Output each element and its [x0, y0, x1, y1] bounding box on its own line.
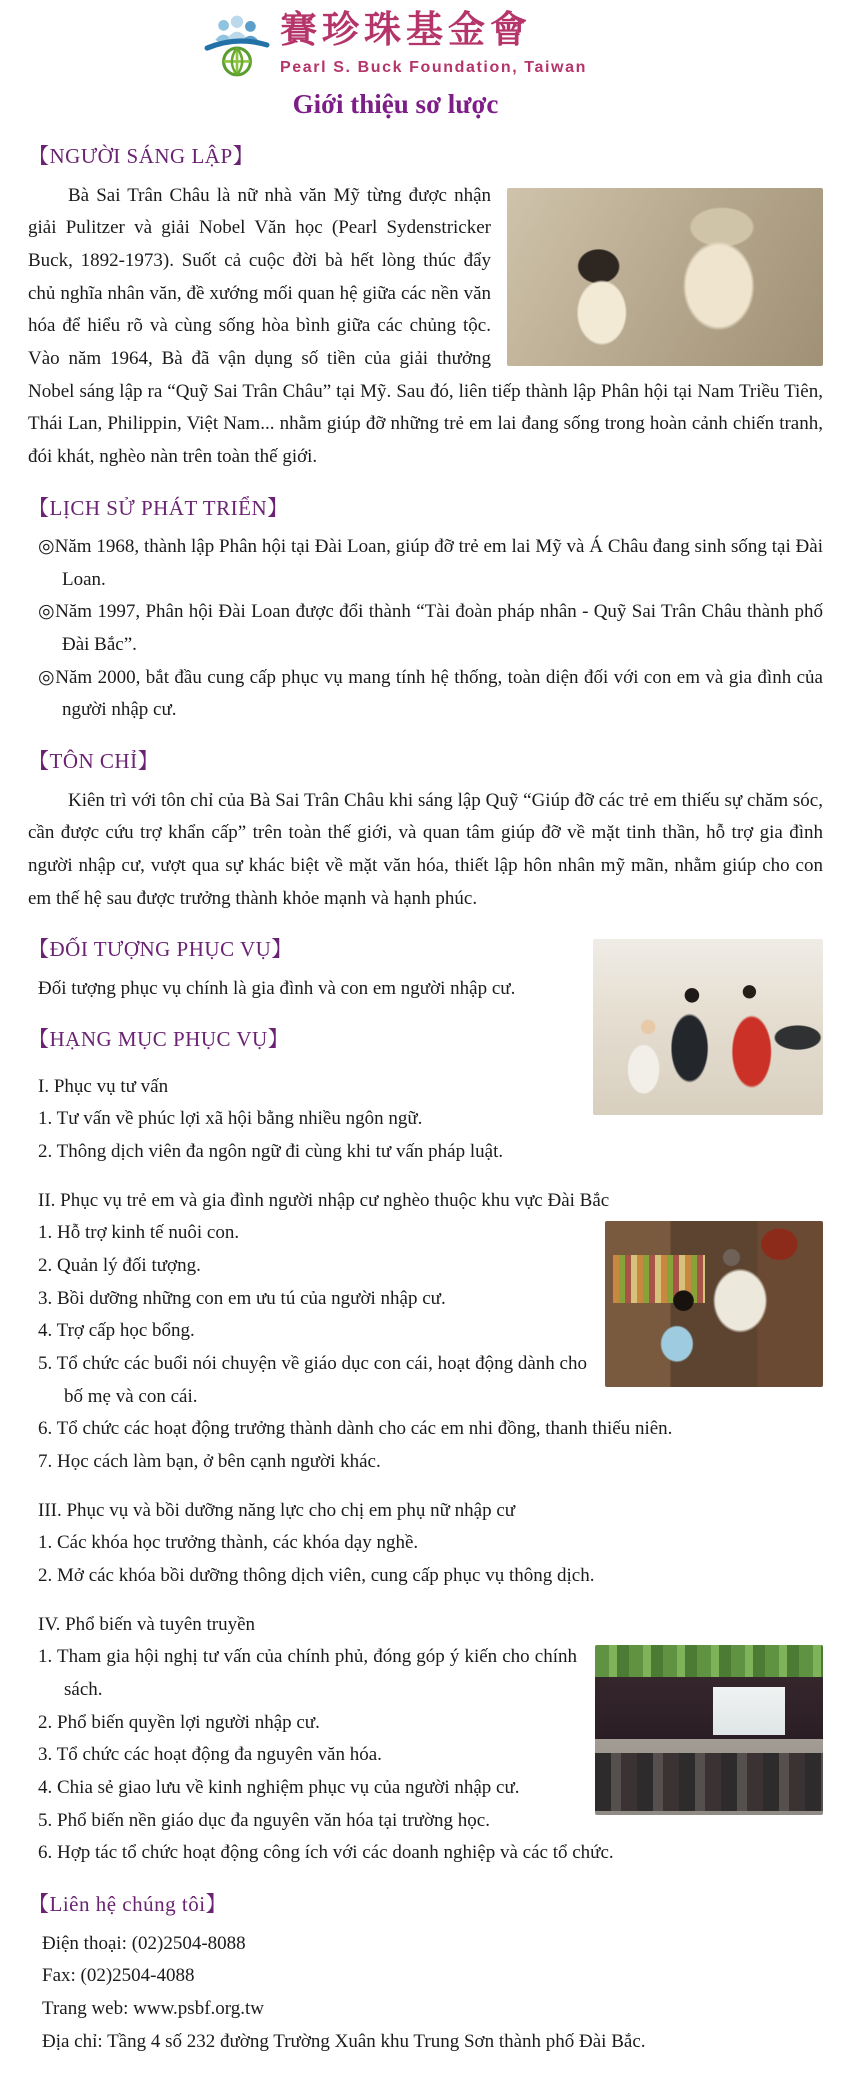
service-item: 5. Tổ chức các buổi nói chuyện về giáo dục con cái, hoạt động dành cho bố mẹ và con cái.	[38, 1353, 587, 1407]
service-group-title-1: I. Phục vụ tư vấn	[38, 1075, 169, 1097]
contact-phone: Điện thoại: (02)2504-8088	[42, 1932, 246, 1954]
mission-paragraph: Kiên trì với tôn chỉ của Bà Sai Trân Châu khi sáng lập Quỹ “Giúp đỡ các trẻ em thiếu sự chăm sóc, cần được cứu trợ khẩn cấp” trên toàn thế giới, và quan tâm giúp đỡ về mặt tinh thần, hỗ trợ gia đình người nhập cư, vượt qua sự khác biệt về mặt văn hóa, thiết lập hôn nhân mỹ mãn, nhằm giúp cho con em thế hệ sau được trưởng thành khỏe mạnh và hạnh phúc.	[28, 789, 823, 909]
service-item: 1. Hỗ trợ kinh tế nuôi con.	[38, 1222, 240, 1244]
service-item: 2. Thông dịch viên đa ngôn ngữ đi cùng khi tư vấn pháp luật.	[38, 1141, 504, 1163]
section-heading-mission: 【TÔN CHỈ】	[28, 749, 160, 774]
history-item: ◎Năm 1968, thành lập Phân hội tại Đài Loan, giúp đỡ trẻ em lai Mỹ và Á Châu đang sinh sống tại Đài Loan.	[38, 536, 823, 590]
service-item: 1. Tư vấn về phúc lợi xã hội bằng nhiều ngôn ngữ.	[38, 1108, 423, 1130]
foundation-name-english: Pearl S. Buck Foundation, Taiwan	[280, 58, 587, 76]
page-title: Giới thiệu sơ lược	[292, 89, 499, 120]
foundation-name-chinese: 賽珍珠基金會	[280, 8, 533, 51]
service-item: 1. Các khóa học trưởng thành, các khóa dạy nghề.	[38, 1532, 419, 1554]
service-item: 1. Tham gia hội nghị tư vấn của chính phủ, đóng góp ý kiến cho chính sách.	[38, 1646, 577, 1701]
contact-fax: Fax: (02)2504-4088	[42, 1965, 195, 1987]
service-item: 6. Hợp tác tổ chức hoạt động công ích với các doanh nghiệp và các tổ chức.	[38, 1842, 614, 1864]
section-heading-services: 【HẠNG MỤC PHỤC VỤ】	[28, 1027, 290, 1052]
section-heading-contact: 【Liên hệ chúng tôi】	[28, 1892, 228, 1917]
contact-address: Địa chỉ: Tầng 4 số 232 đường Trường Xuân khu Trung Sơn thành phố Đài Bắc.	[42, 2030, 646, 2052]
service-item: 4. Chia sẻ giao lưu về kinh nghiệm phục vụ của người nhập cư.	[38, 1777, 520, 1799]
service-group-title-4: IV. Phổ biến và tuyên truyền	[38, 1613, 256, 1635]
founder-portrait-photo	[507, 188, 823, 366]
service-item: 2. Phổ biến quyền lợi người nhập cư.	[38, 1711, 320, 1733]
service-item: 7. Học cách làm bạn, ở bên cạnh người khác.	[38, 1451, 381, 1473]
section-heading-audience: 【ĐỐI TƯỢNG PHỤC VỤ】	[28, 937, 293, 962]
service-item: 2. Quản lý đối tượng.	[38, 1255, 201, 1277]
service-group-title-3: III. Phục vụ và bồi dưỡng năng lực cho chị em phụ nữ nhập cư	[38, 1499, 516, 1521]
people-globe-logo-icon	[204, 13, 270, 79]
service-group-title-2: II. Phục vụ trẻ em và gia đình người nhập cư nghèo thuộc khu vực Đài Bắc	[38, 1189, 610, 1211]
founder-section	[28, 180, 823, 474]
service-item: 3. Tổ chức các hoạt động đa nguyên văn hóa.	[38, 1744, 382, 1766]
section-heading-history: 【LỊCH SỬ PHÁT TRIỂN】	[28, 495, 289, 520]
home-visit-photo	[605, 1221, 823, 1387]
contact-website: Trang web: www.psbf.org.tw	[42, 1997, 265, 2019]
service-item: 2. Mở các khóa bồi dưỡng thông dịch viên, cung cấp phục vụ thông dịch.	[38, 1565, 595, 1587]
service-item: 3. Bồi dưỡng những con em ưu tú của người nhập cư.	[38, 1287, 446, 1309]
history-item: ◎Năm 1997, Phân hội Đài Loan được đổi thành “Tài đoàn pháp nhân - Quỹ Sai Trân Châu thành phố Đài Bắc”.	[38, 601, 823, 656]
service-counter-photo	[593, 939, 823, 1115]
audience-and-services	[28, 935, 823, 1870]
logo-text-block	[280, 10, 587, 81]
service-item: 6. Tổ chức các hoạt động trưởng thành dành cho các em nhi đồng, thanh thiếu niên.	[38, 1418, 673, 1440]
audience-text: Đối tượng phục vụ chính là gia đình và con em người nhập cư.	[38, 977, 516, 999]
section-heading-founder: 【NGƯỜI SÁNG LẬP】	[28, 144, 255, 169]
service-item: 4. Trợ cấp học bổng.	[38, 1320, 195, 1342]
foundation-logo	[28, 10, 763, 81]
founder-paragraph: Bà Sai Trân Châu là nữ nhà văn Mỹ từng được nhận giải Pulitzer và giải Nobel Văn học (Pearl Sydenstricker Buck, 1892-1973). Suốt cả cuộc đời bà hết lòng thúc đẩy chủ nghĩa nhân văn, đề xướng mối quan hệ giữa các nền văn hóa để hiểu rõ và cùng sống hòa bình giữa các chủng tộc. Vào năm 1964, Bà đã vận dụng số tiền của giải thưởng Nobel sáng lập ra “Quỹ Sai Trân Châu” tại Mỹ. Sau đó, liên tiếp thành lập Phân hội tại Nam Triều Tiên, Thái Lan, Philippin, Việt Nam... nhằm giúp đỡ những trẻ em lai đang sống trong hoàn cảnh chiến tranh, đói khát, nghèo nàn trên toàn thế giới.	[28, 184, 823, 468]
seminar-photo	[595, 1645, 823, 1815]
history-item: ◎Năm 2000, bắt đầu cung cấp phục vụ mang tính hệ thống, toàn diện đối với con em và gia đình của người nhập cư.	[38, 666, 823, 721]
history-list	[28, 531, 823, 727]
service-item: 5. Phổ biến nền giáo dục đa nguyên văn hóa tại trường học.	[38, 1809, 490, 1831]
